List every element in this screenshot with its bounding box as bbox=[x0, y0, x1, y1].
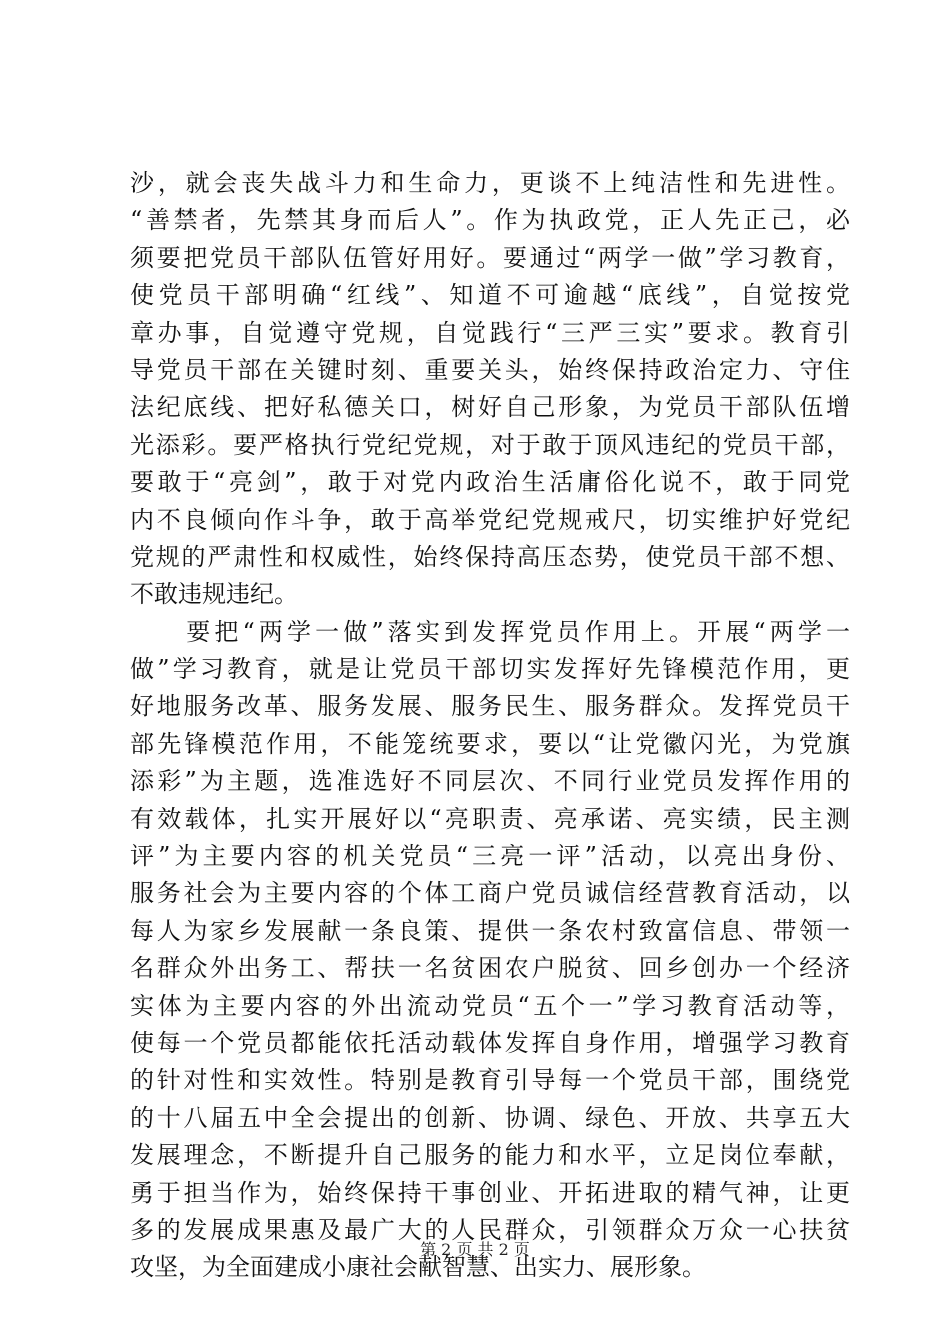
text-line: 评”为主要内容的机关党员“三亮一评”活动，以亮出身份、 bbox=[130, 842, 850, 871]
text-line: 部先锋模范作用，不能笼统要求，要以“让党徽闪光，为党旗 bbox=[130, 729, 850, 758]
text-line: 法纪底线、把好私德关口，树好自己形象，为党员干部队伍增 bbox=[130, 393, 850, 422]
text-line: 要把“两学一做”落实到发挥党员作用上。开展“两学一 bbox=[130, 617, 850, 646]
text-line: 的针对性和实效性。特别是教育引导每一个党员干部，围绕党 bbox=[130, 1066, 850, 1095]
text-line: 要敢于“亮剑”，敢于对党内政治生活庸俗化说不，敢于同党 bbox=[130, 468, 850, 497]
text-line: 好地服务改革、服务发展、服务民生、服务群众。发挥党员干 bbox=[130, 692, 850, 721]
text-line: 须要把党员干部队伍管好用好。要通过“两学一做”学习教育， bbox=[130, 243, 850, 272]
text-line: 光添彩。要严格执行党纪党规，对于敢于顶风违纪的党员干部， bbox=[130, 430, 850, 459]
text-line: 名群众外出务工、帮扶一名贫困农户脱贫、回乡创办一个经济 bbox=[130, 954, 850, 983]
text-line: 党规的严肃性和权威性，始终保持高压态势，使党员干部不想、 bbox=[130, 542, 850, 571]
text-line: 做”学习教育，就是让党员干部切实发挥好先锋模范作用，更 bbox=[130, 655, 850, 684]
text-line: 实体为主要内容的外出流动党员“五个一”学习教育活动等， bbox=[130, 991, 850, 1020]
text-line: 内不良倾向作斗争，敢于高举党纪党规戒尺，切实维护好党纪 bbox=[130, 505, 850, 534]
text-line: 沙，就会丧失战斗力和生命力，更谈不上纯洁性和先进性。 bbox=[130, 169, 850, 197]
text-line: 多的发展成果惠及最广大的人民群众，引领群众万众一心扶贫 bbox=[130, 1215, 850, 1244]
page-footer: 第 2 页 共 2 页 bbox=[420, 1240, 530, 1259]
text-line: “善禁者，先禁其身而后人”。作为执政党，正人先正己，必 bbox=[130, 206, 850, 235]
text-line: 每人为家乡发展献一条良策、提供一条农村致富信息、带领一 bbox=[130, 916, 850, 945]
text-line: 有效载体，扎实开展好以“亮职责、亮承诺、亮实绩，民主测 bbox=[130, 804, 850, 833]
body-text bbox=[130, 165, 850, 1287]
text-line: 不敢违规违纪。 bbox=[130, 580, 298, 609]
text-line: 使每一个党员都能依托活动载体发挥自身作用，增强学习教育 bbox=[130, 1028, 850, 1057]
text-line: 导党员干部在关键时刻、重要关头，始终保持政治定力、守住 bbox=[130, 355, 850, 384]
text-line: 使党员干部明确“红线”、知道不可逾越“底线”，自觉按党 bbox=[130, 281, 850, 310]
text-line: 攻坚，为全面建成小康社会献智慧、出实力、展形象。 bbox=[130, 1253, 706, 1282]
text-line: 服务社会为主要内容的个体工商户党员诚信经营教育活动，以 bbox=[130, 879, 850, 908]
text-line: 勇于担当作为，始终保持干事创业、开拓进取的精气神，让更 bbox=[130, 1178, 850, 1207]
text-line: 发展理念，不断提升自己服务的能力和水平，立足岗位奉献， bbox=[130, 1141, 850, 1170]
text-line: 添彩”为主题，选准选好不同层次、不同行业党员发挥作用的 bbox=[130, 767, 850, 796]
text-line: 章办事，自觉遵守党规，自觉践行“三严三实”要求。教育引 bbox=[130, 318, 850, 347]
text-line: 的十八届五中全会提出的创新、协调、绿色、开放、共享五大 bbox=[130, 1103, 850, 1132]
